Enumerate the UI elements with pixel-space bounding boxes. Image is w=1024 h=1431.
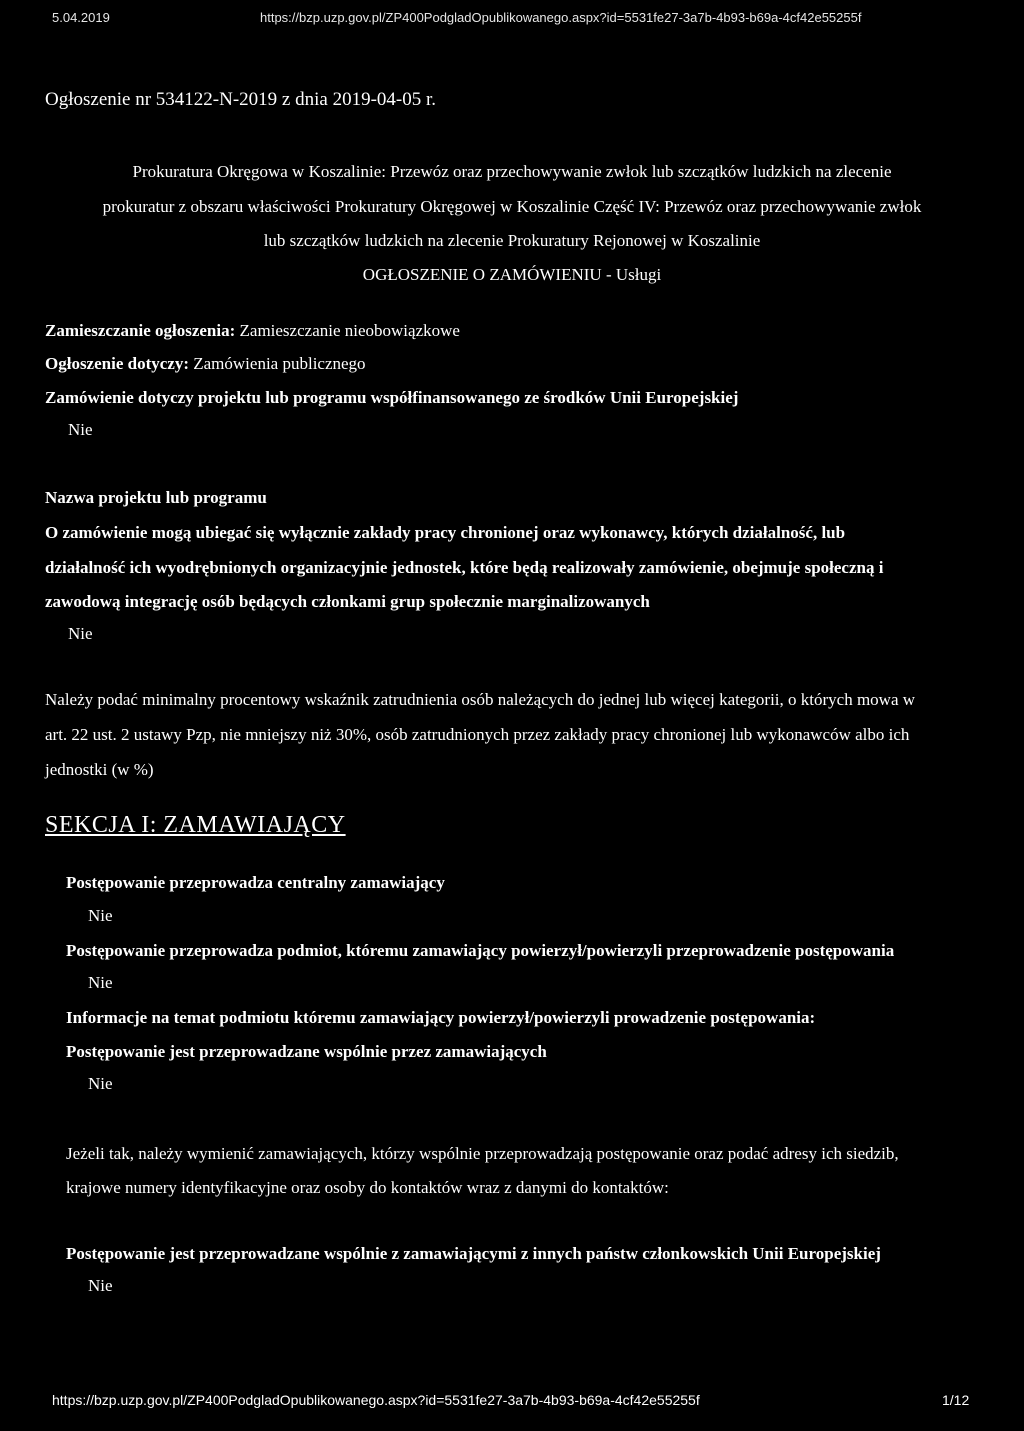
- eu-joint-label: Postępowanie jest przeprowadzane wspólnie z zamawiającymi z innych państw członkowskich Unii Europejskiej: [66, 1244, 881, 1263]
- entity-info-label: Informacje na temat podmiotu któremu zamawiający powierzył/powierzyli prowadzenie postępowania:: [66, 1008, 816, 1027]
- footer-page-number: 1/12: [942, 1392, 970, 1408]
- entrusted-label: Postępowanie przeprowadza podmiot, któremu zamawiający powierzył/powierzyli przeprowadzenie postępowania: [66, 941, 895, 960]
- title-line-2: prokuratur z obszaru właściwości Prokuratury Okręgowej w Koszalinie Część IV: Przewóz oraz przechowywanie zwłok: [102, 197, 922, 216]
- footer-url[interactable]: https://bzp.uzp.gov.pl/ZP400PodgladOpublikowanego.aspx?id=5531fe27-3a7b-4b93-b69a-4cf42e55255f: [52, 1392, 700, 1408]
- project-name-label: Nazwa projektu lub programu: [45, 488, 267, 507]
- percent-line-1: Należy podać minimalny procentowy wskaźnik zatrudnienia osób należących do jednej lub więcej kategorii, o których mowa w: [45, 690, 916, 709]
- header-url[interactable]: https://bzp.uzp.gov.pl/ZP400PodgladOpublikowanego.aspx?id=5531fe27-3a7b-4b93-b69a-4cf42e55255f: [260, 10, 862, 25]
- title-line-3: lub szczątków ludzkich na zlecenie Prokuratury Rejonowej w Koszalinie: [263, 231, 761, 250]
- concerns-label: Ogłoszenie dotyczy:: [45, 354, 189, 373]
- entrusted-value: Nie: [88, 973, 113, 992]
- notice-type: OGŁOSZENIE O ZAMÓWIENIU - Usługi: [362, 265, 662, 284]
- notice-number: Ogłoszenie nr 534122-N-2019 z dnia 2019-04-05 r.: [45, 89, 437, 110]
- concerns-value: Zamówienia publicznego: [193, 354, 366, 373]
- sheltered-line-3: zawodową integrację osób będących członkami grup społecznie marginalizowanych: [45, 592, 650, 611]
- concerns-row: [45, 354, 984, 374]
- percent-line-2: art. 22 ust. 2 ustawy Pzp, nie mniejszy niż 30%, osób zatrudnionych przez zakłady pracy chronionej lub wykonawców albo ich: [45, 725, 910, 744]
- central-label: Postępowanie przeprowadza centralny zamawiający: [66, 873, 445, 892]
- header-date: 5.04.2019: [52, 10, 110, 25]
- sheltered-line-1: O zamówienie mogą ubiegać się wyłącznie zakłady pracy chronionej oraz wykonawcy, których działalność, lub: [45, 523, 846, 542]
- placement-value: Zamieszczanie nieobowiązkowe: [239, 321, 460, 340]
- central-value: Nie: [88, 906, 113, 925]
- placement-row: [45, 321, 984, 341]
- sheltered-line-2: działalność ich wyodrębnionych organizacyjnie jednostek, które będą realizowały zamówienie, obejmuje społeczną i: [45, 558, 884, 577]
- joint-value: Nie: [88, 1074, 113, 1093]
- section-heading: SEKCJA I: ZAMAWIAJĄCY: [45, 812, 346, 838]
- joint-label: Postępowanie jest przeprowadzane wspólnie przez zamawiających: [66, 1042, 547, 1061]
- percent-line-3: jednostki (w %): [45, 760, 154, 779]
- placement-label: Zamieszczanie ogłoszenia:: [45, 321, 236, 340]
- eu-project-label: Zamówienie dotyczy projektu lub programu współfinansowanego ze środków Unii Europejskiej: [45, 388, 739, 407]
- eu-joint-value: Nie: [88, 1276, 113, 1295]
- joint-info-line-1: Jeżeli tak, należy wymienić zamawiających, którzy wspólnie przeprowadzają postępowanie oraz podać adresy ich siedzib,: [66, 1144, 899, 1163]
- title-line-1: Prokuratura Okręgowa w Koszalinie: Przewóz oraz przechowywanie zwłok lub szczątków ludzkich na zlecenie: [132, 162, 892, 181]
- joint-info-line-2: krajowe numery identyfikacyjne oraz osoby do kontaktów wraz z danymi do kontaktów:: [66, 1178, 669, 1197]
- sheltered-value: Nie: [68, 624, 93, 643]
- eu-project-value: Nie: [68, 420, 93, 439]
